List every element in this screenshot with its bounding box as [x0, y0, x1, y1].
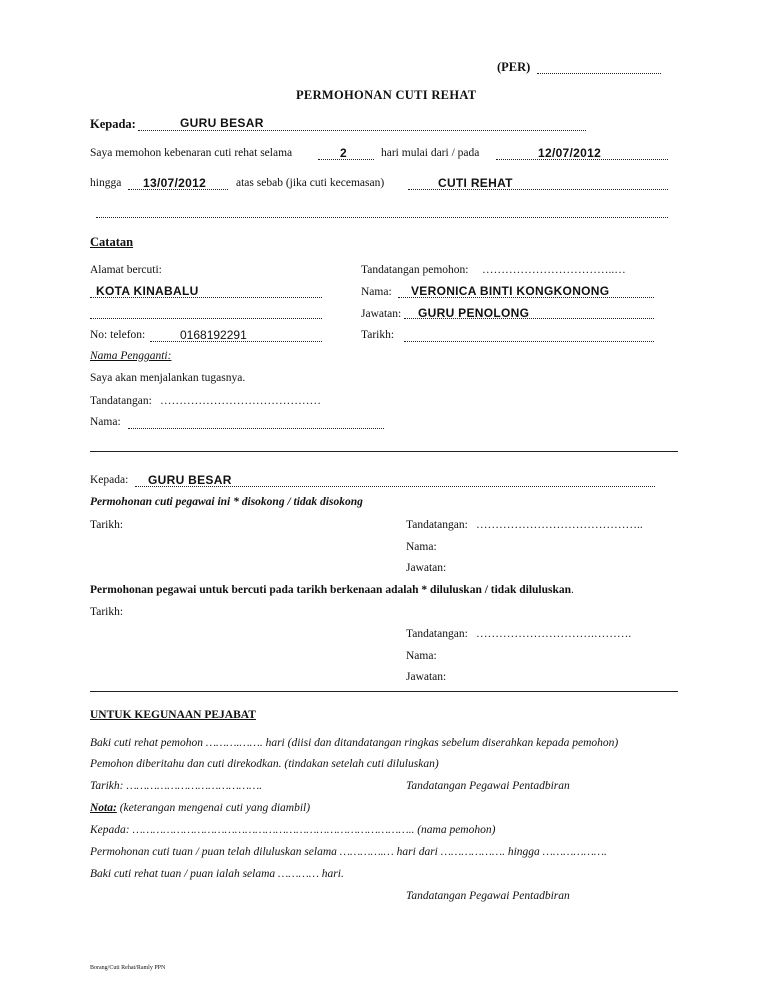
reason-extra-line[interactable] [96, 217, 668, 218]
applicant-name-label: Nama: [361, 286, 392, 298]
divider-2 [90, 691, 678, 692]
applicant-signature-dots[interactable]: ……………………………..… [482, 264, 626, 276]
applicant-signature-label: Tandatangan pemohon: [361, 264, 469, 276]
nota-line [90, 802, 310, 814]
replacement-signature-label: Tandatangan: [90, 395, 152, 407]
reason-value: CUTI REHAT [438, 176, 513, 190]
office-line-3-left: Tarikh: …………………………………. [90, 780, 263, 792]
office-line-6: Permohonan cuti tuan / puan telah diluluskan selama ………….… hari dari ………………. hingga ………………. [90, 846, 607, 858]
address-field-2[interactable] [90, 318, 322, 319]
section2-position-label: Jawatan: [406, 562, 447, 574]
until-label: hingga [90, 177, 122, 189]
kepada-field[interactable] [138, 130, 586, 131]
office-line-2: Pemohon diberitahu dan cuti direkodkan. (tindakan setelah cuti diluluskan) [90, 758, 439, 770]
divider-1 [90, 451, 678, 452]
kepada-label: Kepada: [90, 117, 136, 131]
section2-name-label-2: Nama: [406, 650, 437, 662]
applicant-name-value: VERONICA BINTI KONGKONONG [411, 284, 610, 298]
office-line-7: Baki cuti rehat tuan / puan ialah selama ………… hari. [90, 868, 344, 880]
section2-signature-label-2: Tandatangan: [406, 628, 468, 640]
address-label: Alamat bercuti: [90, 264, 162, 276]
section2-signature-dots[interactable]: …………………………………….. [476, 519, 643, 531]
days-text: hari mulai dari / pada [381, 147, 480, 159]
office-line-8: Tandatangan Pegawai Pentadbiran [406, 890, 570, 902]
days-value: 2 [340, 146, 347, 160]
office-line-1: Baki cuti rehat pemohon ……….……. hari (diisi dan ditandatangan ringkas sebelum diserahkan kepada pemohon) [90, 737, 619, 749]
replacement-heading: Nama Pengganti: [90, 350, 172, 362]
approval-line [90, 584, 574, 596]
section2-kepada-value: GURU BESAR [148, 473, 232, 487]
request-text: Saya memohon kebenaran cuti rehat selama [90, 147, 293, 159]
applicant-position-label: Jawatan: [361, 308, 402, 320]
applicant-date-field[interactable] [404, 341, 654, 342]
section2-date-label: Tarikh: [90, 519, 124, 531]
replacement-signature-dots[interactable]: …………………………………… [160, 395, 321, 407]
start-date-value: 12/07/2012 [538, 146, 602, 160]
section2-signature-dots-2[interactable]: ………………………….………. [476, 628, 632, 640]
approval-text: Permohonan pegawai untuk bercuti pada tarikh berkenaan adalah * diluluskan / tidak diluluskan [90, 584, 572, 596]
section2-signature-label: Tandatangan: [406, 519, 468, 531]
end-date-value: 13/07/2012 [143, 176, 207, 190]
office-heading: UNTUK KEGUNAAN PEJABAT [90, 709, 256, 721]
section2-position-label-2: Jawatan: [406, 671, 447, 683]
office-line-3-right: Tandatangan Pegawai Pentadbiran [406, 780, 570, 792]
support-text: Permohonan cuti pegawai ini * disokong / tidak disokong [90, 496, 363, 508]
section2-kepada-label: Kepada: [90, 474, 129, 486]
applicant-date-label: Tarikh: [361, 329, 395, 341]
replacement-name-label: Nama: [90, 416, 121, 428]
address-value: KOTA KINABALU [96, 284, 199, 298]
nota-label: Nota: [90, 802, 117, 814]
nota-text: (keterangan mengenai cuti yang diambil) [119, 802, 311, 814]
office-line-5: Kepada: ……………………………………………………………………….. (nama pemohon) [90, 824, 496, 836]
phone-label: No: telefon: [90, 329, 146, 341]
approval-period: . [571, 584, 574, 596]
reason-label: atas sebab (jika cuti kecemasan) [236, 177, 385, 189]
applicant-position-value: GURU PENOLONG [418, 306, 530, 320]
page-title: PERMOHONAN CUTI REHAT [296, 88, 477, 102]
section2-name-label: Nama: [406, 541, 437, 553]
ref-label: (PER) [497, 60, 531, 74]
replacement-name-field[interactable] [128, 428, 384, 429]
ref-field[interactable] [537, 73, 661, 74]
section2-date-label-2: Tarikh: [90, 606, 124, 618]
catatan-heading: Catatan [90, 235, 134, 249]
replacement-statement: Saya akan menjalankan tugasnya. [90, 372, 246, 384]
phone-value: 0168192291 [180, 328, 247, 342]
kepada-value: GURU BESAR [180, 116, 264, 130]
footer-text: Borang/Cuti Rehat/Ramly PPN [90, 965, 166, 971]
